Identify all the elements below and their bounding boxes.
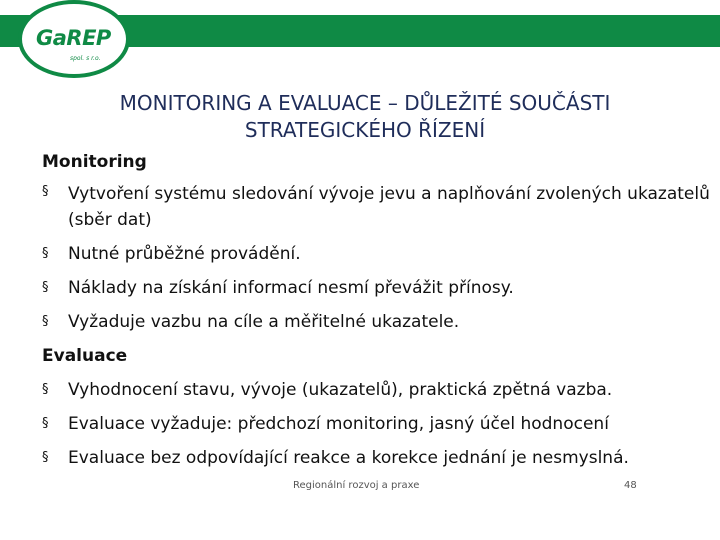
- slide-content: [42, 145, 712, 475]
- list-item-text: Evaluace vyžaduje: předchozí monitoring, jasný účel hodnocení: [68, 414, 609, 434]
- bullet-icon: §: [42, 382, 49, 397]
- list-item-text: Vyhodnocení stavu, vývoje (ukazatelů), praktická zpětná vazba.: [68, 380, 613, 400]
- bullet-icon: §: [42, 314, 49, 329]
- monitoring-heading: Monitoring: [42, 152, 147, 172]
- logo-text: GaREP: [36, 26, 111, 50]
- logo-subtext: spol. s r.o.: [70, 55, 101, 62]
- evaluace-heading: Evaluace: [42, 346, 128, 366]
- list-item: [42, 271, 712, 305]
- list-item: [42, 407, 712, 441]
- company-logo: [18, 0, 130, 78]
- bullet-icon: §: [42, 416, 49, 431]
- footer-text: Regionální rozvoj a praxe: [293, 480, 420, 491]
- list-item: [42, 305, 712, 339]
- bullet-icon: §: [42, 184, 49, 199]
- list-item-text: Nutné průběžné provádění.: [68, 244, 301, 264]
- bullet-icon: §: [42, 280, 49, 295]
- title-line-1: MONITORING A EVALUACE – DŮLEŽITÉ SOUČÁSTI: [119, 91, 611, 115]
- bullet-icon: §: [42, 450, 49, 465]
- list-item: [42, 179, 712, 237]
- list-item-text: Vyžaduje vazbu na cíle a měřitelné ukazatele.: [68, 312, 460, 332]
- list-item-text: Náklady na získání informací nesmí převážit přínosy.: [68, 278, 514, 298]
- list-item: [42, 237, 712, 271]
- list-item-text: Evaluace bez odpovídající reakce a korekce jednání je nesmyslná.: [68, 448, 629, 468]
- list-item: [42, 441, 712, 475]
- page-number: 48: [624, 480, 637, 491]
- title-line-2: STRATEGICKÉHO ŘÍZENÍ: [244, 118, 486, 142]
- slide-title: [40, 90, 690, 144]
- bullet-icon: §: [42, 246, 49, 261]
- list-item: [42, 373, 712, 407]
- list-item-text: Vytvoření systému sledování vývoje jevu a naplňování zvolených ukazatelů (sběr dat): [68, 184, 710, 230]
